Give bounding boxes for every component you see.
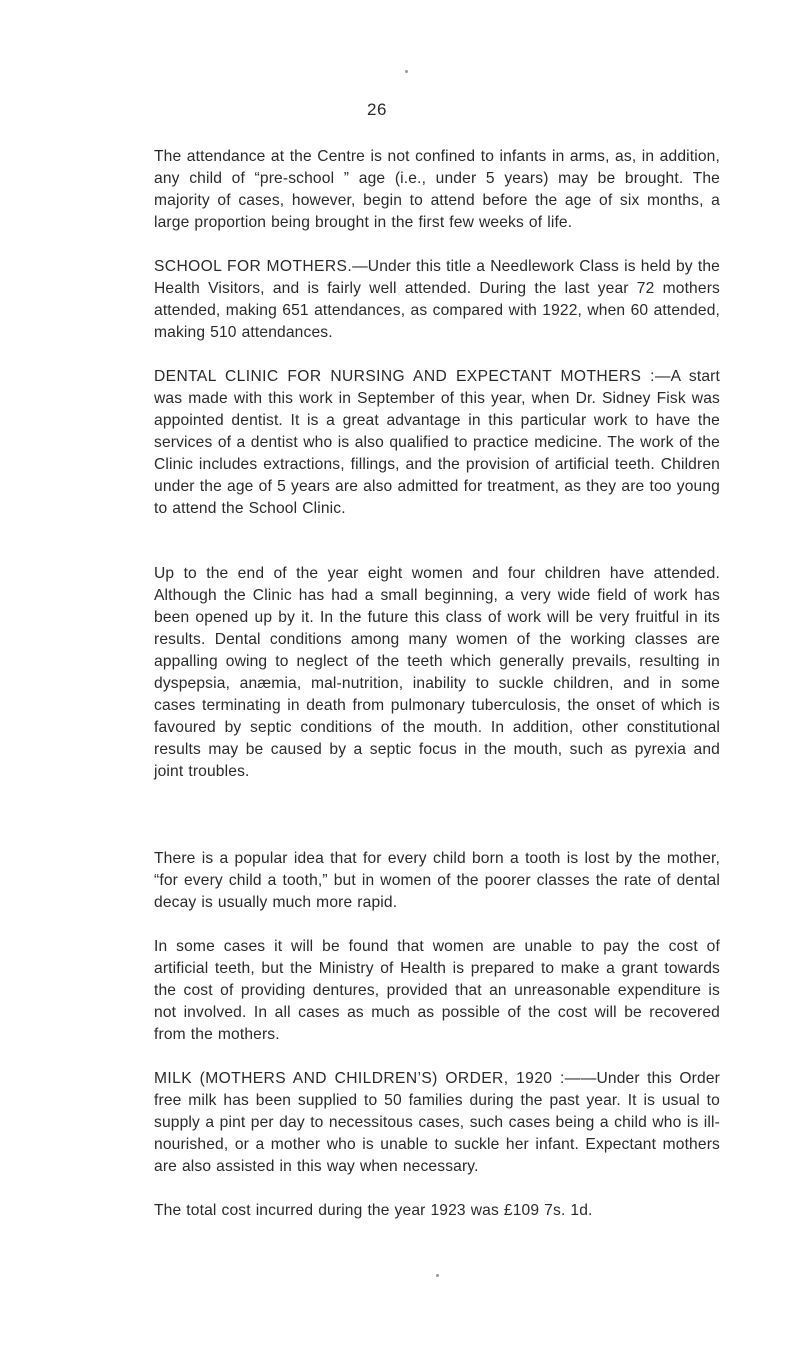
page-number: 26 — [367, 100, 387, 119]
milk-order-paragraph — [154, 1068, 720, 1178]
paper-speck — [436, 1274, 439, 1277]
school-for-mothers-heading: SCHOOL FOR MOTHERS. — [154, 258, 353, 275]
school-for-mothers-paragraph — [154, 256, 720, 344]
milk-order-heading: MILK (MOTHERS AND CHILDREN’S) ORDER, 1920 :— — [154, 1070, 581, 1087]
dental-clinic-heading: DENTAL CLINIC FOR NURSING AND EXPECTANT MOTHERS : — [154, 368, 655, 385]
dental-clinic-paragraph-4: In some cases it will be found that women are unable to pay the cost of artificial teeth, but the Ministry of Health is prepared to make a grant towards the cost of providing dentures, provided that an unreasonable expenditure is not involved. In all cases as much as possible of the cost will be recovered from the mothers. — [154, 938, 720, 1043]
school-for-mothers-text: —Under this title a Needlework Class is held by the Health Visitors, and is fairly well attended. During the last year 72 mothers attended, making 651 attendances, as compared with 1922, when 60 attended, making 510 attendances. — [154, 258, 720, 341]
dental-clinic-paragraph — [154, 366, 720, 520]
intro-paragraph: The attendance at the Centre is not confined to infants in arms, as, in addition, any child of “pre-school ” age (i.e., under 5 years) may be brought. The majority of cases, however, begin to attend before the age of six months, a large proportion being brought in the first few weeks of life. — [154, 148, 720, 231]
milk-order-text: —Under this Order free milk has been supplied to 50 families during the past year. It is usual to supply a pint per day to necessitous cases, such cases being a child who is ill-nourished, or a mother who is unable to suckle her infant. Expectant mothers are also assisted in this way when necessary. — [154, 1070, 720, 1175]
paper-speck — [405, 70, 408, 73]
dental-clinic-paragraph-3: There is a popular idea that for every child born a tooth is lost by the mother, “for every child a tooth,” but in women of the poorer classes the rate of dental decay is usually much more rapid. — [154, 850, 720, 911]
dental-clinic-text: —A start was made with this work in September of this year, when Dr. Sidney Fisk was appointed dentist. It is a great advantage in this particular work to have the services of a dentist who is also qualified to practice medicine. The work of the Clinic includes extractions, fillings, and the provision of artificial teeth. Children under the age of 5 years are also admitted for treatment, as they are too young to attend the School Clinic. — [154, 368, 720, 517]
dental-clinic-paragraph-2: Up to the end of the year eight women and four children have attended. Although the Clinic has had a small beginning, a very wide field of work has been opened up by it. In the future this class of work will be very fruitful in its results. Dental conditions among many women of the working classes are appalling owing to neglect of the teeth which generally prevails, resulting in dyspepsia, anæmia, mal-nutrition, inability to suckle children, and in some cases terminating in death from pulmonary tuberculosis, the onset of which is favoured by septic conditions of the mouth. In addition, other constitutional results may be caused by a septic focus in the mouth, such as pyrexia and joint troubles. — [154, 565, 720, 780]
milk-order-total: The total cost incurred during the year 1923 was £109 7s. 1d. — [154, 1202, 593, 1219]
